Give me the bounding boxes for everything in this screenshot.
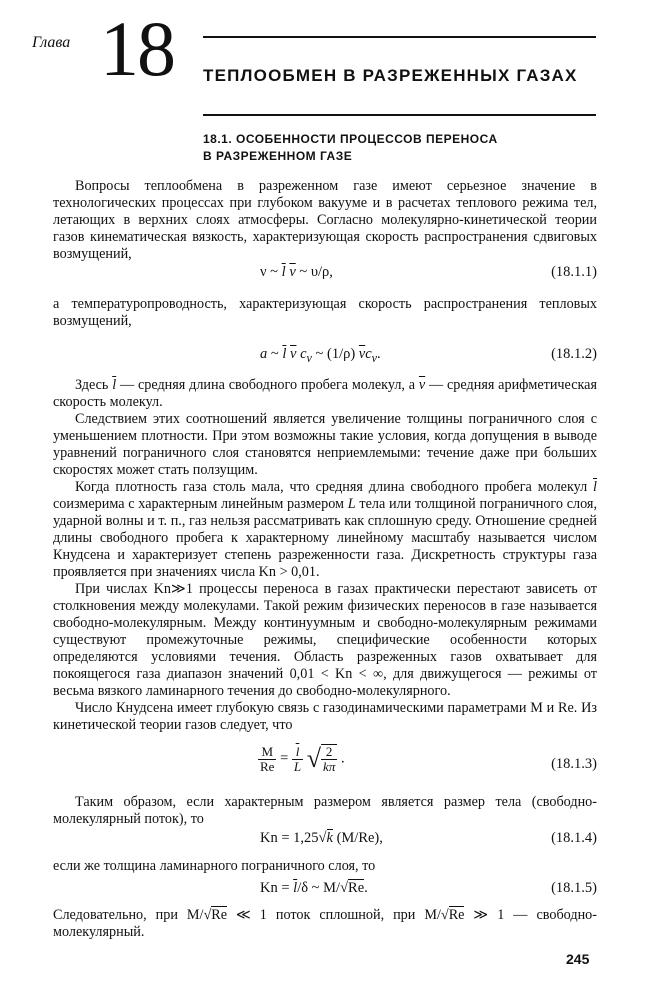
paragraph-10: Следовательно, при M/√Re ≪ 1 поток сплошной, при M/√Re ≫ 1 — свободно-молекулярный. <box>53 907 597 940</box>
equation-18-1-3: $\frac{M}{Re}$ = $\frac{\overline{l}}{L}$ √ $\frac{2}{k\pi}$ . (18.1.3) <box>260 743 597 774</box>
paragraph-5: Когда плотность газа столь мала, что средняя длина свободного пробега молекул $\overline{l}$ соизмерима с характерным линейным размером L тела или толщиной пограничного слоя, ударной волны и т. п., газ нельзя рассматривать как сплошную среду. Отношение средней длины свободного пробега к характерному линейному масштабу называется числом Кнудсена и характеризует степень разреженности газа. Дискретность структуры газа проявляется при значениях числа Kn > 0,01. <box>53 479 597 580</box>
equation-18-1-4: Kn = 1,25√k (M/Re), (18.1.4) <box>260 830 597 846</box>
paragraph-9: если же толщина ламинарного пограничного слоя, то <box>53 858 376 874</box>
paragraph-4: Следствием этих соотношений является увеличение толщины пограничного слоя с уменьшением плотности. При этом возможны такие условия, когда допущения в выводе уравнений пограничного слоя становятся неприемлемыми: течение даже при больших скоростях может стать ползущим. <box>53 411 597 478</box>
page-number: 245 <box>566 951 590 967</box>
section-heading-line2: В РАЗРЕЖЕННОМ ГАЗЕ <box>203 149 353 163</box>
equation-number: (18.1.1) <box>551 264 597 280</box>
equation-18-1-5: $Kn = \overline{l}/\delta$ ~ M/√Re. (18.1.5) <box>260 880 597 896</box>
equation-number: (18.1.2) <box>551 346 597 362</box>
equation-number: (18.1.3) <box>551 756 597 772</box>
paragraph-7: Число Кнудсена имеет глубокую связь с газодинамическими параметрами M и Re. Из кинетической теории газов следует, что <box>53 700 597 733</box>
equation-18-1-1: ν ~ $\overline{l}$ $\overline{v}$ ~ υ/ρ, (18.1.1) <box>260 264 597 280</box>
section-heading-line1: 18.1. ОСОБЕННОСТИ ПРОЦЕССОВ ПЕРЕНОСА <box>203 132 498 146</box>
paragraph-8: Таким образом, если характерным размером является размер тела (свободно-молекулярный поток), то <box>53 794 597 827</box>
paragraph-6: При числах Kn≫1 процессы переноса в газах практически перестают зависеть от столкновения между молекулами. Такой режим физических переносов в газе называется свободно-молекулярным. Между континуумным и свободно-молекулярным режимами существуют промежуточные режимы, специфические особенности которых определяются условиями течения. Область разреженных газов охватывает для покоящегося газа диапазон значений 0,01 < Kn < ∞, для движущегося — режимы от весьма вязкого ламинарного течения до свободно-молекулярного. <box>53 581 597 699</box>
paragraph-1: Вопросы теплообмена в разреженном газе имеют серьезное значение в технологических процессах при глубоком вакууме и в расчетах теплового режима тел, летающих в верхних слоях атмосферы. Согласно молекулярно-кинетической теории газов кинематическая вязкость, характеризующая скорость распространения сдвиговых возмущений, <box>53 178 597 262</box>
top-rule <box>203 36 596 38</box>
chapter-title: ТЕПЛООБМЕН В РАЗРЕЖЕННЫХ ГАЗАХ <box>203 66 578 85</box>
equation-number: (18.1.4) <box>551 830 597 846</box>
bottom-rule <box>203 114 596 116</box>
equation-number: (18.1.5) <box>551 880 597 896</box>
paragraph-2: а температуропроводность, характеризующая скорость распространения тепловых возмущений, <box>53 296 597 329</box>
chapter-word: Глава <box>32 34 71 51</box>
equation-18-1-2: a ~ $\overline{l}$ $\overline{v}$ $c_v$ ~ (1/ρ) $\overline{v}c_v$. (18.1.2) <box>260 346 597 365</box>
paragraph-3: Здесь $\overline{l}$ — средняя длина свободного пробега молекул, а $\overline{v}$ — средняя арифметическая скорость молекул. Следствием этих соотношений является увеличение толщины пограничного слоя с уменьшением плотности. При этом возможны такие условия, когда допущения в выводе уравнений пограничного слоя становятся неприемлемыми: течение даже при больших скоростях может стать ползущим. Когда плотность газа столь мала, что средняя длина свободного пробега молекул $\overline{l}$ соизмерима с характерным линейным размером L тела или толщиной пограничного слоя, ударной волны и т. п., газ нельзя рассматривать как сплошную среду. Отношение средней длины свободного пробега к характерному линейному масштабу называется числом Кнудсена и характеризует степень разреженности газа. Дискретность структуры газа проявляется при значениях числа Kn > 0,01. При числах Kn≫1 процессы переноса в газах практически перестают зависеть от столкновения между молекулами. Такой режим физических переносов в газе называется свободно-молекулярным. Между континуумным и свободно-молекулярным режимами существуют промежуточные режимы, специфические особенности которых определяются условиями течения. Область разреженных газов охватывает для покоящегося газа диапазон значений 0,01 < Kn < ∞, для движущегося — режимы от весьма вязкого ламинарного течения до свободно-молекулярного. Число Кнудсена имеет глубокую связь с газодинамическими параметрами M и Re. Из кинетической теории газов следует, что <box>53 377 598 733</box>
section-heading <box>203 131 498 165</box>
chapter-number: 18 <box>100 5 174 92</box>
